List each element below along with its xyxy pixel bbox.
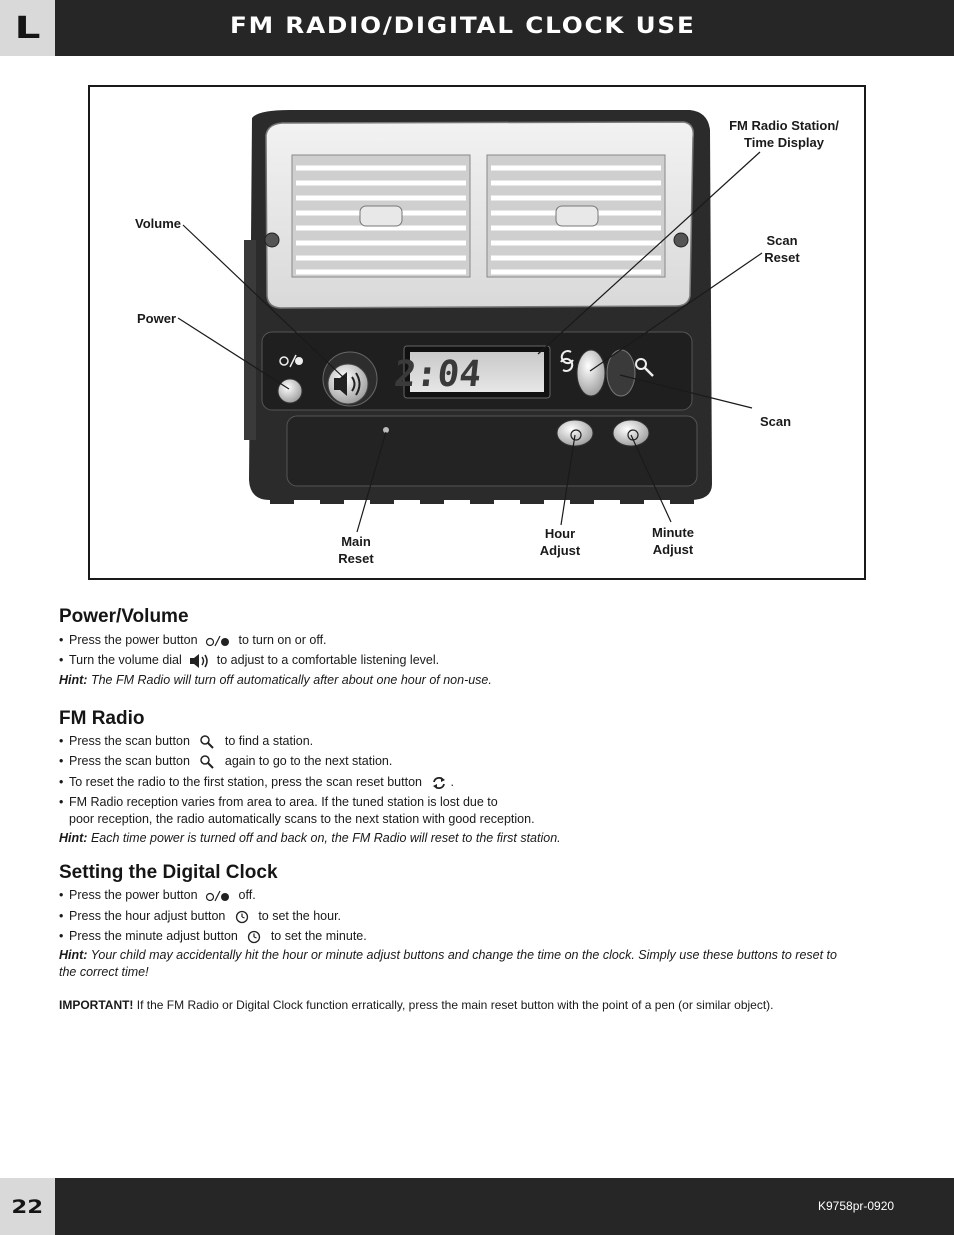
list-item: • Press the power button off.	[59, 888, 256, 902]
list-item: • Press the scan button again to go to the next station.	[59, 754, 393, 768]
list-item: • Press the minute adjust button to set the minute.	[59, 929, 367, 943]
callout-volume: Volume	[135, 216, 181, 231]
display-readout: 2:04	[392, 353, 484, 395]
magnifier-icon	[199, 734, 215, 750]
power-toggle-icon	[205, 634, 231, 648]
control-panel	[262, 332, 697, 504]
document-code: K9758pr-0920	[818, 1199, 895, 1213]
speaker-icon	[189, 653, 209, 669]
list-item: • Press the hour adjust button to set the hour.	[59, 909, 342, 923]
power-toggle-icon	[205, 889, 231, 903]
section-letter: L	[14, 10, 41, 46]
list-item: • To reset the radio to the first station, press the scan reset button .	[59, 775, 454, 789]
list-item-continued: poor reception, the radio automatically scans to the next station with good reception.	[69, 812, 535, 826]
clock-icon	[247, 930, 261, 944]
heading-digital-clock: Setting the Digital Clock	[59, 862, 278, 883]
callout-power: Power	[137, 311, 177, 326]
heading-fm-radio: FM Radio	[59, 708, 145, 729]
callout-main-reset: Main Reset	[338, 534, 374, 566]
callout-minute-adjust: Minute Adjust	[652, 525, 694, 557]
callout-hour-adjust: Hour Adjust	[539, 526, 581, 558]
hint-digital-clock: Hint: Your child may accidentally hit the hour or minute adjust buttons and change the time on the clock. Simply use these buttons to reset to the correct time!	[59, 948, 837, 979]
list-item: • Turn the volume dial to adjust to a comfortable listening level.	[59, 653, 440, 667]
radio-illustration	[0, 0, 954, 600]
list-item: • FM Radio reception varies from area to area. If the tuned station is lost due to	[59, 795, 498, 809]
magnifier-icon	[199, 754, 215, 770]
important-note: IMPORTANT! If the FM Radio or Digital Clock function erratically, press the main reset button with the point of a pen (or similar object).	[59, 998, 774, 1012]
callout-display: FM Radio Station/ Time Display	[729, 118, 839, 150]
clock-icon	[235, 910, 249, 924]
list-item: • Press the power button to turn on or off.	[59, 633, 327, 647]
list-item: • Press the scan button to find a station.	[59, 734, 314, 748]
page-title: FM RADIO/DIGITAL CLOCK USE	[230, 14, 696, 39]
callout-scan: Scan	[760, 414, 792, 429]
refresh-icon	[431, 775, 447, 791]
callout-scan-reset: Scan Reset	[764, 233, 800, 265]
heading-power-volume: Power/Volume	[59, 606, 189, 627]
speaker-grille	[265, 122, 693, 308]
hint-fm-radio: Hint: Each time power is turned off and back on, the FM Radio will reset to the first station.	[59, 831, 561, 845]
page-number: 22	[11, 1195, 44, 1218]
hint-power-volume: Hint: The FM Radio will turn off automatically after about one hour of non-use.	[59, 673, 492, 687]
page-number-tab	[0, 1178, 55, 1235]
